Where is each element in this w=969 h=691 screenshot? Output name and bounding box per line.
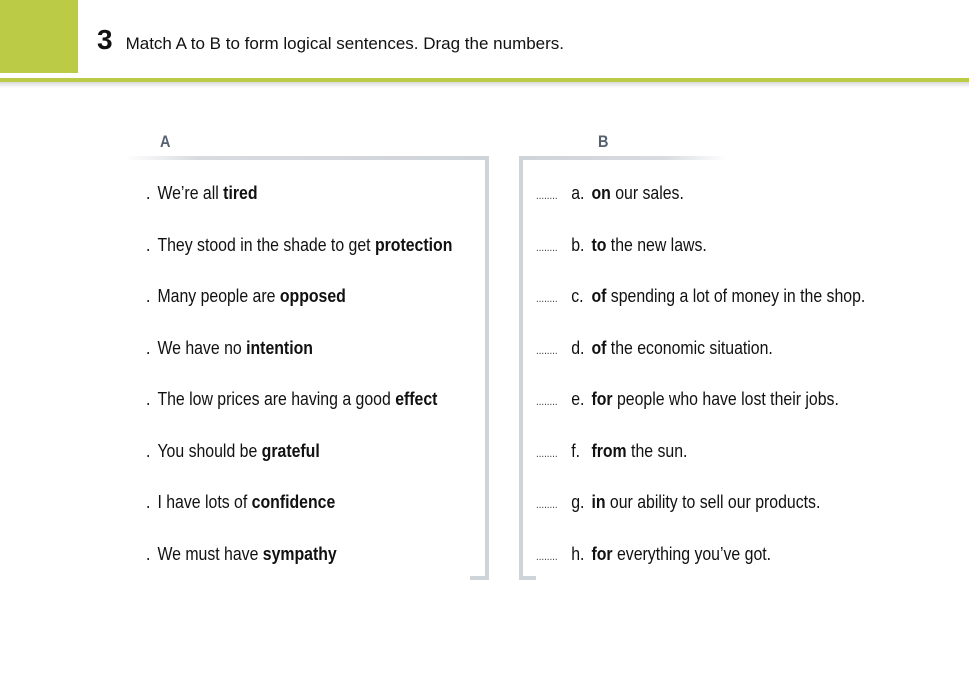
item-text: the new laws. [606,234,707,255]
column-a-item[interactable] [146,183,452,235]
item-keyword: sympathy [262,543,337,564]
item-letter: g. [571,492,585,512]
item-letter: d. [571,337,585,358]
answer-blank[interactable]: ........ [536,447,558,460]
column-a-bracket-top [125,156,488,160]
item-letter: b. [571,234,585,255]
column-a-item[interactable] [146,389,452,441]
item-letter: e. [571,389,585,409]
item-keyword: intention [246,337,313,358]
item-keyword: for [591,543,613,564]
item-text: The low prices are having a good [157,389,396,409]
item-keyword: opposed [279,286,346,306]
item-text: everything you’ve got. [612,543,772,564]
column-b-heading: B [598,132,609,151]
item-keyword: of [591,286,607,306]
answer-blank[interactable]: ........ [536,499,558,511]
answer-blank[interactable]: ........ [536,241,558,254]
column-a-item[interactable] [146,441,452,493]
answer-blank[interactable]: ........ [536,396,558,408]
header-divider-shadow [0,82,969,88]
item-keyword: on [591,183,611,203]
column-b-item [536,235,865,287]
column-a-item[interactable] [146,338,452,390]
item-text: They stood in the shade to get [157,234,375,255]
answer-blank[interactable]: ........ [536,190,558,202]
exercise-color-tab [0,0,78,73]
item-text: We must have [157,543,263,564]
exercise-number: 3 [97,24,113,55]
item-letter: h. [571,543,585,564]
column-b-list [536,183,910,595]
column-a-list [146,183,494,595]
column-b-item [536,441,865,493]
item-keyword: confidence [251,492,336,512]
column-a-item[interactable] [146,492,452,544]
item-text: spending a lot of money in the shop. [606,286,866,306]
item-text: our ability to sell our products. [605,492,821,512]
item-text: You should be [157,440,262,461]
item-text: people who have lost their jobs. [612,389,839,409]
item-text: We’re all [157,183,224,203]
item-letter: c. [571,286,584,306]
item-keyword: from [591,440,627,461]
column-b-bracket-side [519,156,523,580]
item-keyword: protection [374,234,453,255]
item-keyword: of [591,337,607,358]
item-keyword: to [591,234,607,255]
item-text: the economic situation. [606,337,773,358]
drop-slot[interactable]: . [146,440,151,461]
item-text: Many people are [157,286,280,306]
column-b-bracket-top [519,156,727,160]
item-keyword: grateful [261,440,320,461]
drop-slot[interactable]: . [146,183,151,203]
answer-blank[interactable]: ........ [536,344,558,357]
exercise-instruction: Match A to B to form logical sentences. Drag the numbers. [125,34,565,53]
drop-slot[interactable]: . [146,234,151,255]
answer-blank[interactable]: ........ [536,550,558,563]
item-keyword: for [591,389,613,409]
drop-slot[interactable]: . [146,389,151,409]
exercise-header [97,24,564,56]
column-b-item [536,183,865,235]
item-letter: a. [571,183,585,203]
item-text: We have no [157,337,247,358]
drop-slot[interactable]: . [146,286,151,306]
column-a-item[interactable] [146,286,452,338]
column-a-heading: A [160,132,171,151]
drop-slot[interactable]: . [146,337,151,358]
item-text: I have lots of [157,492,252,512]
item-keyword: tired [223,183,258,203]
item-keyword: in [591,492,606,512]
column-b-item [536,389,865,441]
drop-slot[interactable]: . [146,543,151,564]
column-a-item[interactable] [146,544,452,596]
item-text: the sun. [626,440,688,461]
column-a-item[interactable] [146,235,452,287]
column-b-item [536,492,865,544]
item-keyword: effect [395,389,438,409]
column-b-item [536,338,865,390]
item-text: our sales. [610,183,684,203]
item-letter: f. [571,440,581,461]
answer-blank[interactable]: ........ [536,293,558,305]
column-b-bracket-bottom [519,576,536,580]
column-b-item [536,544,865,596]
drop-slot[interactable]: . [146,492,151,512]
column-b-item [536,286,865,338]
